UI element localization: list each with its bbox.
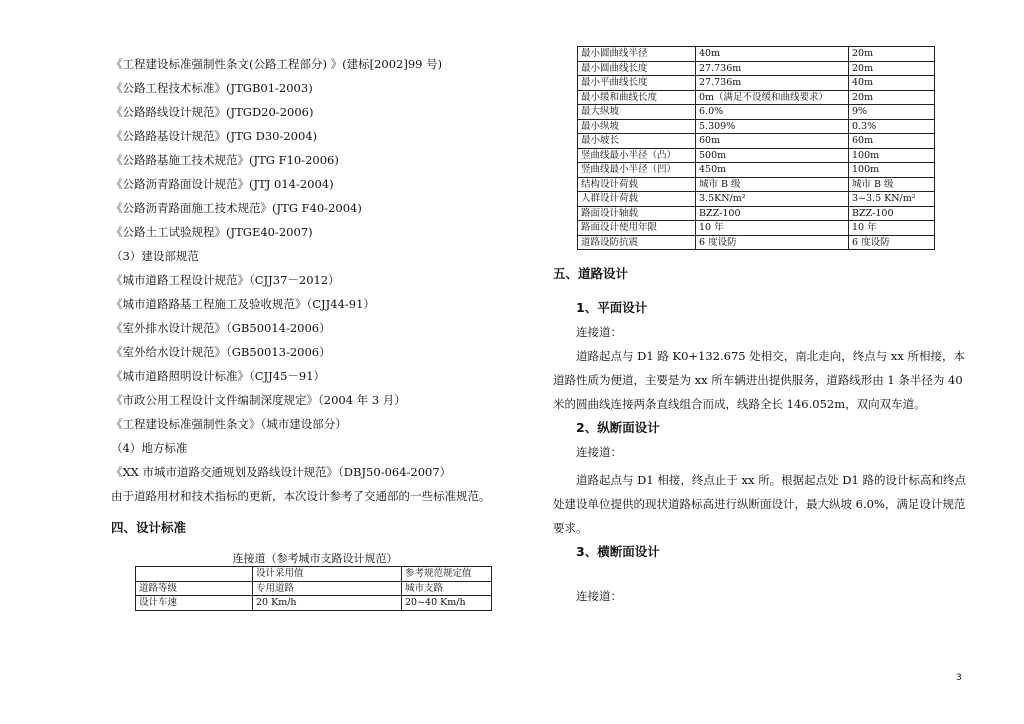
table-cell: 最大纵坡 bbox=[578, 105, 696, 120]
table-cell: 参考规范规定值 bbox=[402, 567, 492, 582]
table-cell: BZZ-100 bbox=[849, 206, 935, 221]
table-cell: 27.736m bbox=[696, 76, 849, 91]
table-cell: 9% bbox=[849, 105, 935, 120]
table-cell: 设计采用值 bbox=[253, 567, 402, 582]
table-cell: 20m bbox=[849, 47, 935, 62]
table-cell: 60m bbox=[696, 134, 849, 149]
table-cell: 40m bbox=[696, 47, 849, 62]
table-cell: 6 度设防 bbox=[849, 235, 935, 250]
reference-line: （4）地方标准 bbox=[111, 441, 188, 455]
table-cell: 100m bbox=[849, 163, 935, 178]
table-cell: 最小圆曲线半径 bbox=[578, 47, 696, 62]
table-cell: 100m bbox=[849, 148, 935, 163]
sub3-heading: 3、横断面设计 bbox=[576, 544, 660, 559]
table-cell: 450m bbox=[696, 163, 849, 178]
reference-line: （3）建设部规范 bbox=[111, 249, 199, 263]
table-cell: 城市 B 级 bbox=[696, 177, 849, 192]
table-cell: 20m bbox=[849, 61, 935, 76]
table-cell: 3.5KN/m² bbox=[696, 192, 849, 207]
table-cell: 27.736m bbox=[696, 61, 849, 76]
table-cell: 设计车速 bbox=[136, 596, 253, 611]
table-row bbox=[578, 47, 935, 62]
table-cell: 路面设计轴载 bbox=[578, 206, 696, 221]
reference-line: 《城市道路照明设计标准》（CJJ45－91） bbox=[111, 369, 326, 383]
table-cell: 20~40 Km/h bbox=[402, 596, 492, 611]
table-cell: 3~3.5 KN/m² bbox=[849, 192, 935, 207]
table-row bbox=[578, 105, 935, 120]
table-row bbox=[136, 567, 492, 582]
table-row bbox=[136, 596, 492, 611]
table-cell: 500m bbox=[696, 148, 849, 163]
sub1-heading: 1、平面设计 bbox=[576, 300, 648, 315]
section-4-heading: 四、设计标准 bbox=[111, 520, 187, 535]
left-column bbox=[111, 52, 541, 611]
reference-line: 《市政公用工程设计文件编制深度规定》（2004 年 3 月） bbox=[111, 393, 406, 407]
table-cell: 道路等级 bbox=[136, 581, 253, 596]
table-cell: 道路设防抗震 bbox=[578, 235, 696, 250]
table-cell bbox=[136, 567, 253, 582]
design-parameters-table bbox=[577, 46, 935, 250]
reference-line: 《公路路基施工技术规范》(JTG F10-2006) bbox=[111, 153, 339, 167]
reference-line: 由于道路用材和技术指标的更新，本次设计参考了交通部的一些标准规范。 bbox=[111, 489, 491, 503]
table-cell: 人群设计荷载 bbox=[578, 192, 696, 207]
sub2-heading: 2、纵断面设计 bbox=[576, 420, 660, 435]
table-cell: 10 年 bbox=[849, 221, 935, 236]
reference-line: 《公路土工试验规程》(JTGE40-2007) bbox=[111, 225, 313, 239]
table-cell: BZZ-100 bbox=[696, 206, 849, 221]
table-cell: 60m bbox=[849, 134, 935, 149]
table-cell: 城市支路 bbox=[402, 581, 492, 596]
table-cell: 20m bbox=[849, 90, 935, 105]
reference-line: 《公路工程技术标准》(JTGB01-2003) bbox=[111, 81, 313, 95]
table-cell: 40m bbox=[849, 76, 935, 91]
table-row bbox=[578, 177, 935, 192]
table-cell: 路面设计使用年限 bbox=[578, 221, 696, 236]
table-row bbox=[578, 90, 935, 105]
table-row bbox=[136, 581, 492, 596]
table-cell: 结构设计荷载 bbox=[578, 177, 696, 192]
table-row bbox=[578, 163, 935, 178]
table-caption: 连接道（参考城市支路设计规范） bbox=[232, 552, 398, 565]
table-cell: 5.309% bbox=[696, 119, 849, 134]
table-cell: 最小圆曲线长度 bbox=[578, 61, 696, 76]
table-row bbox=[578, 61, 935, 76]
table-cell: 最小缓和曲线长度 bbox=[578, 90, 696, 105]
page-number: 3 bbox=[956, 673, 962, 683]
table-row bbox=[578, 134, 935, 149]
table-row bbox=[578, 76, 935, 91]
reference-line: 《公路沥青路面施工技术规范》(JTG F40-2004) bbox=[111, 201, 362, 215]
sub2-label: 连接道： bbox=[576, 445, 622, 459]
sub2-paragraph: 道路起点与 D1 相接，终点止于 xx 所。根据起点处 D1 路的设计标高和终点处建设单位提供的现状道路标高进行纵断面设计，最大纵坡 6.0%，满足设计规范要求。 bbox=[553, 473, 966, 535]
section-5-heading: 五、道路设计 bbox=[553, 266, 629, 281]
table-cell: 6.0% bbox=[696, 105, 849, 120]
reference-line: 《公路路线设计规范》(JTGD20-2006) bbox=[111, 105, 314, 119]
table-row bbox=[578, 119, 935, 134]
table-row bbox=[578, 148, 935, 163]
reference-line: 《工程建设标准强制性条文》（城市建设部分） bbox=[111, 417, 347, 431]
table-cell: 专用道路 bbox=[253, 581, 402, 596]
table-row bbox=[578, 206, 935, 221]
right-column bbox=[553, 46, 973, 608]
table-cell: 最小平曲线长度 bbox=[578, 76, 696, 91]
reference-line: 《工程建设标准强制性条文(公路工程部分) 》(建标[2002]99 号) bbox=[111, 57, 443, 71]
table-cell: 0.3% bbox=[849, 119, 935, 134]
reference-line: 《XX 市城市道路交通规划及路线设计规范》（DBJ50-064-2007） bbox=[111, 465, 452, 479]
table-cell: 0m（满足不设缓和曲线要求） bbox=[696, 90, 849, 105]
reference-line: 《公路路基设计规范》(JTG D30-2004) bbox=[111, 129, 318, 143]
reference-line: 《城市道路路基工程施工及验收规范》（CJJ44-91） bbox=[111, 297, 375, 311]
table-row bbox=[578, 221, 935, 236]
table-cell: 竖曲线最小半径（凸） bbox=[578, 148, 696, 163]
sub3-label: 连接道： bbox=[576, 589, 622, 603]
sub1-label: 连接道： bbox=[576, 325, 622, 339]
table-row bbox=[578, 192, 935, 207]
table-cell: 城市 B 级 bbox=[849, 177, 935, 192]
design-standard-table bbox=[135, 566, 492, 611]
table-cell: 最小坡长 bbox=[578, 134, 696, 149]
table-cell: 20 Km/h bbox=[253, 596, 402, 611]
table-cell: 竖曲线最小半径（凹） bbox=[578, 163, 696, 178]
table-cell: 6 度设防 bbox=[696, 235, 849, 250]
reference-list bbox=[111, 52, 541, 508]
table-cell: 10 年 bbox=[696, 221, 849, 236]
reference-line: 《室外排水设计规范》（GB50014-2006） bbox=[111, 321, 331, 335]
table-row bbox=[578, 235, 935, 250]
reference-line: 《公路沥青路面设计规范》(JTJ 014-2004) bbox=[111, 177, 334, 191]
sub1-paragraph: 道路起点与 D1 路 K0+132.675 处相交，南北走向，终点与 xx 所相接，本道路性质为便道，主要是为 xx 所车辆进出提供服务，道路线形由 1 条半径为 40 米的圆曲线连接两条直线组合而成，线路全长 146.052m，双向双车道。 bbox=[553, 349, 966, 411]
reference-line: 《城市道路工程设计规范》（CJJ37－2012） bbox=[111, 273, 340, 287]
reference-line: 《室外给水设计规范》（GB50013-2006） bbox=[111, 345, 331, 359]
table-cell: 最小纵坡 bbox=[578, 119, 696, 134]
